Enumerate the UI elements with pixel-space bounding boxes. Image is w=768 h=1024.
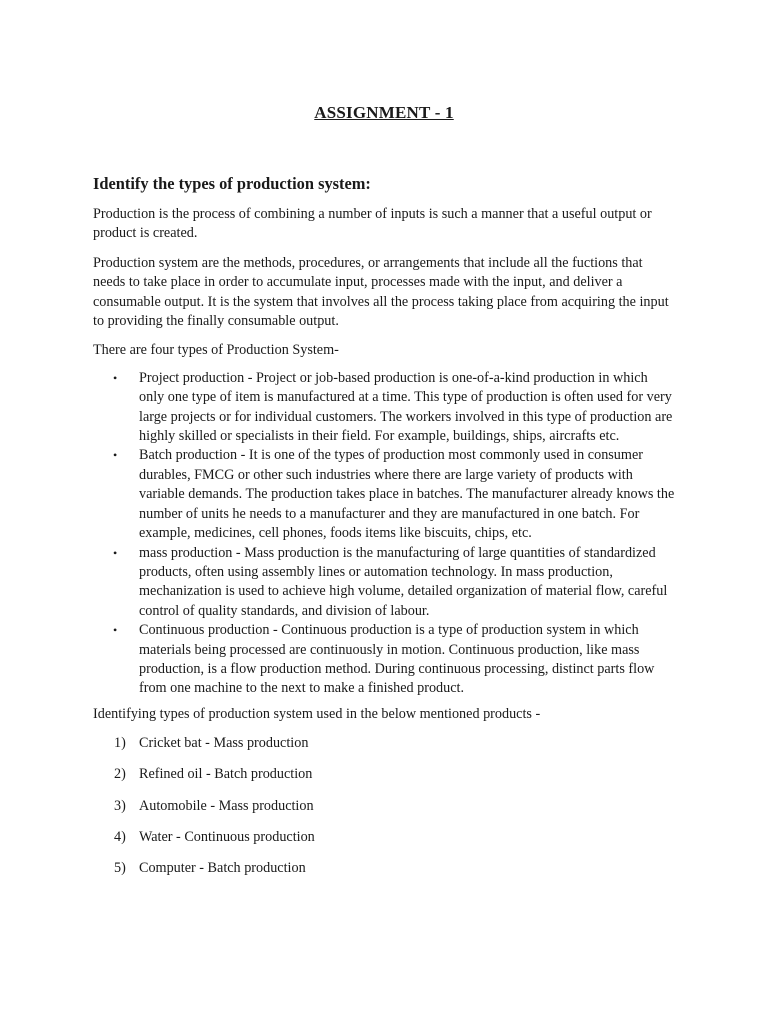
list-number: 3) [114,797,126,814]
bullet-icon: • [113,370,118,385]
list-item [93,828,675,847]
list-item-text: Computer - Batch production [139,859,306,876]
production-types-list [93,369,675,699]
list-number: 5) [114,859,126,876]
paragraph-types-intro: There are four types of Production System- [93,342,339,359]
list-item [93,369,675,447]
list-item-text: mass production - Mass production is the manufacturing of large quantities of standardized products, often using assembly lines or automation technology. In mass production, mechanization is used to achieve high volume, detailed organization of material flow, careful control of quality standards, and division of labour. [139,544,668,619]
paragraph-production-system: Production system are the methods, procedures, or arrangements that include all the fuctions that needs to take place in order to accumulate input, processes made with the input, and deliver a consumable output. It is the system that involves all the process taking place from acquiring the input to providing the finally consumable output. [93,254,669,330]
document-body [93,173,675,890]
list-item [93,544,675,622]
list-item-text: Automobile - Mass production [139,797,314,814]
list-number: 4) [114,828,126,845]
bullet-icon: • [113,448,118,463]
paragraph-definition: Production is the process of combining a number of inputs is such a manner that a useful output or product is created. [93,206,652,242]
list-item [93,734,675,753]
section-heading: Identify the types of production system: [93,174,371,193]
list-item-text: Batch production - It is one of the types of production most commonly used in consumer durables, FMCG or other such industries where there are large variety of products with variable demands. The production takes place in batches. The manufacturer already knows the number of units he needs to a manufacturer and they are manufactured in one batch. For example, medicines, cell phones, foods items like biscuits, chips, etc. [139,447,675,542]
list-item [93,446,675,543]
bullet-icon: • [113,623,118,638]
list-item [93,859,675,878]
bullet-icon: • [113,545,118,560]
list-item-text: Project production - Project or job-based production is one-of-a-kind production in which only one type of item is manufactured at a time. This type of production is often used for very large projects or for individual customers. The workers involved in this type of production are highly skilled or specialists in their field. For example, buildings, ships, aircrafts etc. [139,369,673,445]
list-item-text: Water - Continuous production [139,828,315,845]
list-number: 2) [114,766,126,783]
list-number: 1) [114,735,126,752]
list-item-text: Refined oil - Batch production [139,766,313,783]
products-list [93,734,675,878]
list-item [93,765,675,784]
list-item [93,621,675,699]
list-item-text: Cricket bat - Mass production [139,735,309,752]
list-item [93,797,675,816]
document-title: ASSIGNMENT - 1 [314,103,454,122]
list-item-text: Continuous production - Continuous production is a type of production system in which materials being processed are continuously in motion. Continuous production, like mass production, is a flow production method. During continuous processing, distinct parts flow from one machine to the next to make a finished product. [139,622,655,697]
paragraph-products-intro: Identifying types of production system used in the below mentioned products - [93,705,541,722]
